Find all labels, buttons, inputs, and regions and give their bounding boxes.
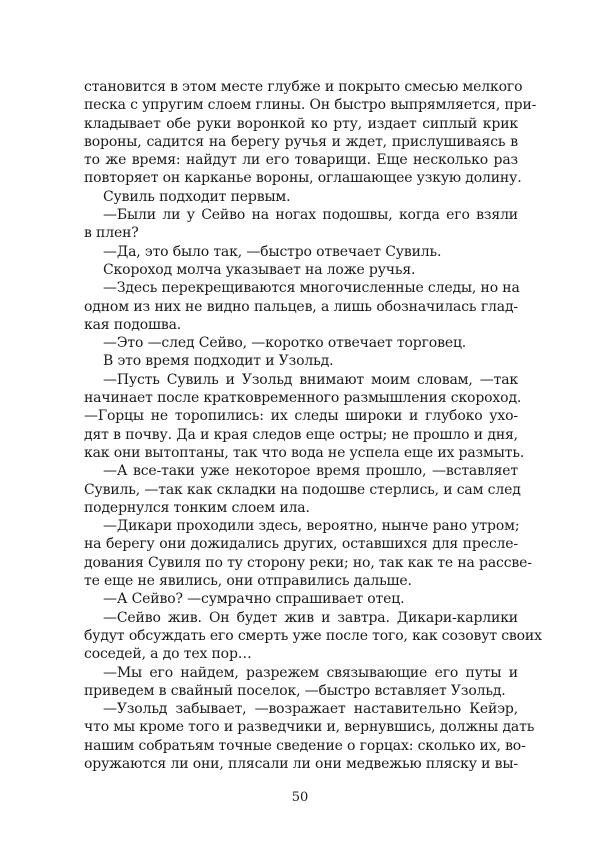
text-line: —Это —след Сейво, —коротко отвечает торговец.: [103, 335, 467, 352]
page-text: [84, 78, 542, 773]
text-line: —Мы его найдем, разрежем связывающие его путы и: [103, 664, 518, 681]
text-line: —Были ли у Сейво на ногах подошвы, когда его взяли: [103, 207, 518, 224]
text-line: В это время подходит и Узольд.: [103, 353, 334, 370]
page-number: 50: [291, 790, 309, 805]
text-line: приведем в свайный поселок, —быстро вставляет Узольд.: [84, 682, 506, 699]
text-line: начинает после кратковременного размышления скороход.: [84, 390, 522, 407]
text-line: —А все-таки уже некоторое время прошло, —вставляет: [103, 463, 518, 480]
text-line: повторяет он карканье вороны, оглашающее узкую долину.: [84, 170, 522, 187]
text-line: становится в этом месте глубже и покрыто смесью мелкого: [84, 79, 523, 95]
text-line: —Узольд забывает, —возражает наставительно Кейэр,: [103, 701, 518, 718]
text-line: кая подошва.: [84, 316, 182, 333]
text-line: Скороход молча указывает на ложе ручья.: [103, 261, 416, 278]
text-line: —Горцы не торопились: их следы широки и глубоко ухо-: [84, 408, 518, 425]
text-line: будут обсуждать его смерть уже после того, как созовут своих: [84, 627, 542, 644]
text-line: —А Сейво? —сумрачно спрашивает отец.: [103, 591, 405, 608]
text-line: те еще не явились, они отправились дальше.: [84, 573, 412, 590]
text-line: соседей, а до тех пор…: [84, 646, 252, 663]
text-line: вороны, садится на берегу ручья и ждет, прислушиваясь в: [84, 133, 518, 150]
text-line: то же время: найдут ли его товарищи. Еще несколько раз: [84, 152, 518, 169]
text-line: оружаются ли они, плясали ли они медвежью пляску и вы-: [84, 755, 518, 772]
text-line: Сувиль подходит первым.: [103, 188, 291, 205]
text-line: в плен?: [84, 225, 139, 242]
text-line: как они вытоптаны, так что вода не успела еще их размыть.: [84, 444, 525, 461]
text-line: Сувиль, —так как складки на подошве стерлись, и сам след: [84, 481, 521, 498]
text-line: —Здесь перекрещиваются многочисленные следы, но на: [103, 280, 520, 297]
text-line: что мы кроме того и разведчики и, вернувшись, должны дать: [84, 719, 535, 736]
text-line: кладывает обе руки воронкой ко рту, издает сиплый крик: [84, 115, 518, 132]
text-line: нашим собратьям точные сведение о горцах: сколько их, во-: [84, 737, 526, 754]
text-line: одном из них не видно пальцев, а лишь обозначилась глад-: [84, 298, 518, 315]
text-line: —Дикари проходили здесь, вероятно, нынче рано утром;: [103, 518, 520, 535]
text-line: дования Сувиля по ту сторону реки; но, так как те на рассве-: [84, 554, 532, 571]
text-line: песка с упругим слоем глины. Он быстро выпрямляется, при-: [84, 97, 537, 114]
text-line: —Сейво жив. Он будет жив и завтра. Дикари-карлики: [103, 609, 518, 626]
text-line: на берегу они дожидались других, оставшихся для пресле-: [84, 536, 518, 553]
text-line: —Да, это было так, —быстро отвечает Сувиль.: [103, 243, 442, 260]
text-line: подернулся тонким слоем ила.: [84, 499, 310, 516]
text-line: дят в почву. Да и края следов еще остры; не прошло и дня,: [84, 426, 518, 443]
text-line: —Пусть Сувиль и Узольд внимают моим словам, —так: [103, 371, 518, 388]
